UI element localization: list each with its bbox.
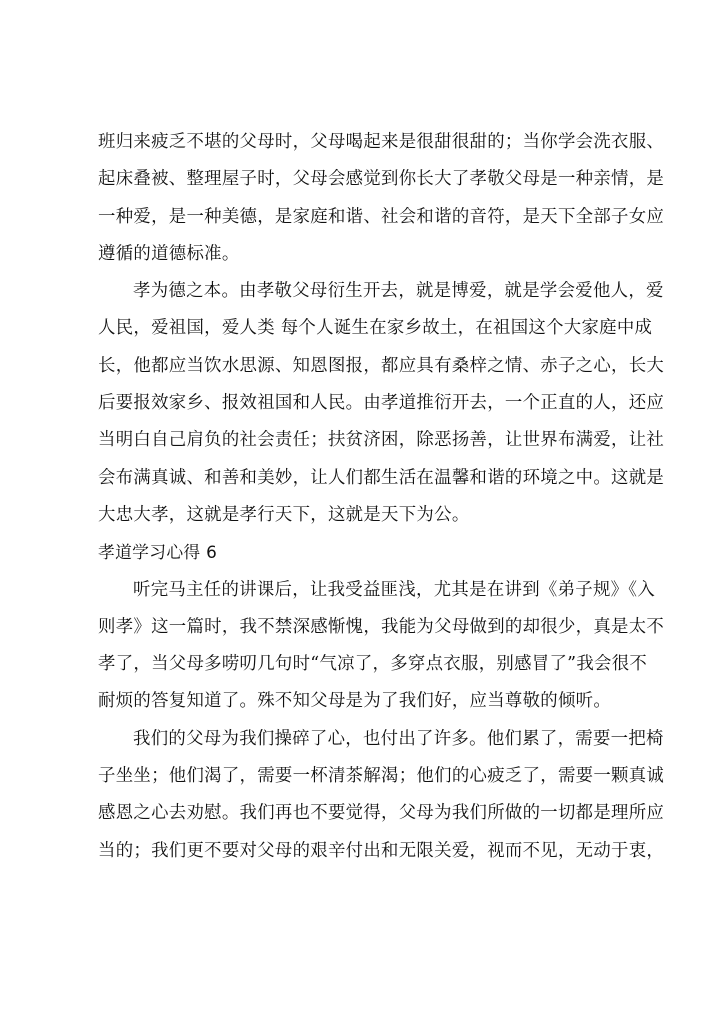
paragraph-line: 长，他都应当饮水思源、知恩图报，都应具有桑梓之情、赤子之心，长大 — [98, 355, 665, 376]
paragraph-line: 班归来疲乏不堪的父母时，父母喝起来是很甜很甜的；当你学会洗衣服、 — [98, 132, 665, 152]
paragraph-line: 人民，爱祖国，爱人类 每个人诞生在家乡故土，在祖国这个大家庭中成 — [98, 318, 653, 339]
paragraph-line: 孝了，当父母多唠叨几句时“气凉了，多穿点衣服，别感冒了”我会很不 — [98, 654, 648, 675]
paragraph-line: 听完马主任的讲课后，让我受益匪浅，尤其是在讲到《弟子规》《入 — [133, 579, 656, 600]
paragraph-line: 当明白自己肩负的社会责任；扶贫济困，除恶扬善，让世界布满爱，让社 — [98, 430, 665, 451]
paragraph-line: 大忠大孝，这就是孝行天下，这就是天下为公。 — [98, 504, 470, 525]
paragraph-line: 则孝》这一篇时，我不禁深感惭愧，我能为父母做到的却很少，真是太不 — [98, 616, 665, 637]
paragraph-line: 起床叠被、整理屋子时，父母会感觉到你长大了孝敬父母是一种亲情，是 — [98, 169, 665, 190]
document-page — [98, 124, 665, 870]
paragraph-line: 耐烦的答复知道了。殊不知父母是为了我们好，应当尊敬的倾听。 — [98, 691, 612, 712]
paragraph-line: 一种爱，是一种美德，是家庭和谐、社会和谐的音符，是天下全部子女应 — [98, 206, 665, 227]
section-heading: 孝道学习心得 6 — [98, 542, 218, 563]
paragraph-line: 子坐坐；他们渴了，需要一杯清茶解渴；他们的心疲乏了，需要一颗真诚 — [98, 766, 665, 787]
paragraph-line: 后要报效家乡、报效祖国和人民。由孝道推衍开去，一个正直的人，还应 — [98, 393, 665, 414]
paragraph-line: 会布满真诚、和善和美妙，让人们都生活在温馨和谐的环境之中。这就是 — [98, 467, 665, 488]
paragraph-line: 孝为德之本。由孝敬父母衍生开去，就是博爱，就是学会爱他人，爱 — [133, 281, 664, 302]
paragraph-line: 遵循的道德标准。 — [98, 243, 240, 264]
paragraph-line: 感恩之心去劝慰。我们再也不要觉得，父母为我们所做的一切都是理所应 — [98, 803, 665, 824]
paragraph-line: 当的；我们更不要对父母的艰辛付出和无限关爱，视而不见，无动于衷， — [98, 840, 665, 861]
paragraph-line: 我们的父母为我们操碎了心，也付出了许多。他们累了，需要一把椅 — [133, 728, 664, 749]
